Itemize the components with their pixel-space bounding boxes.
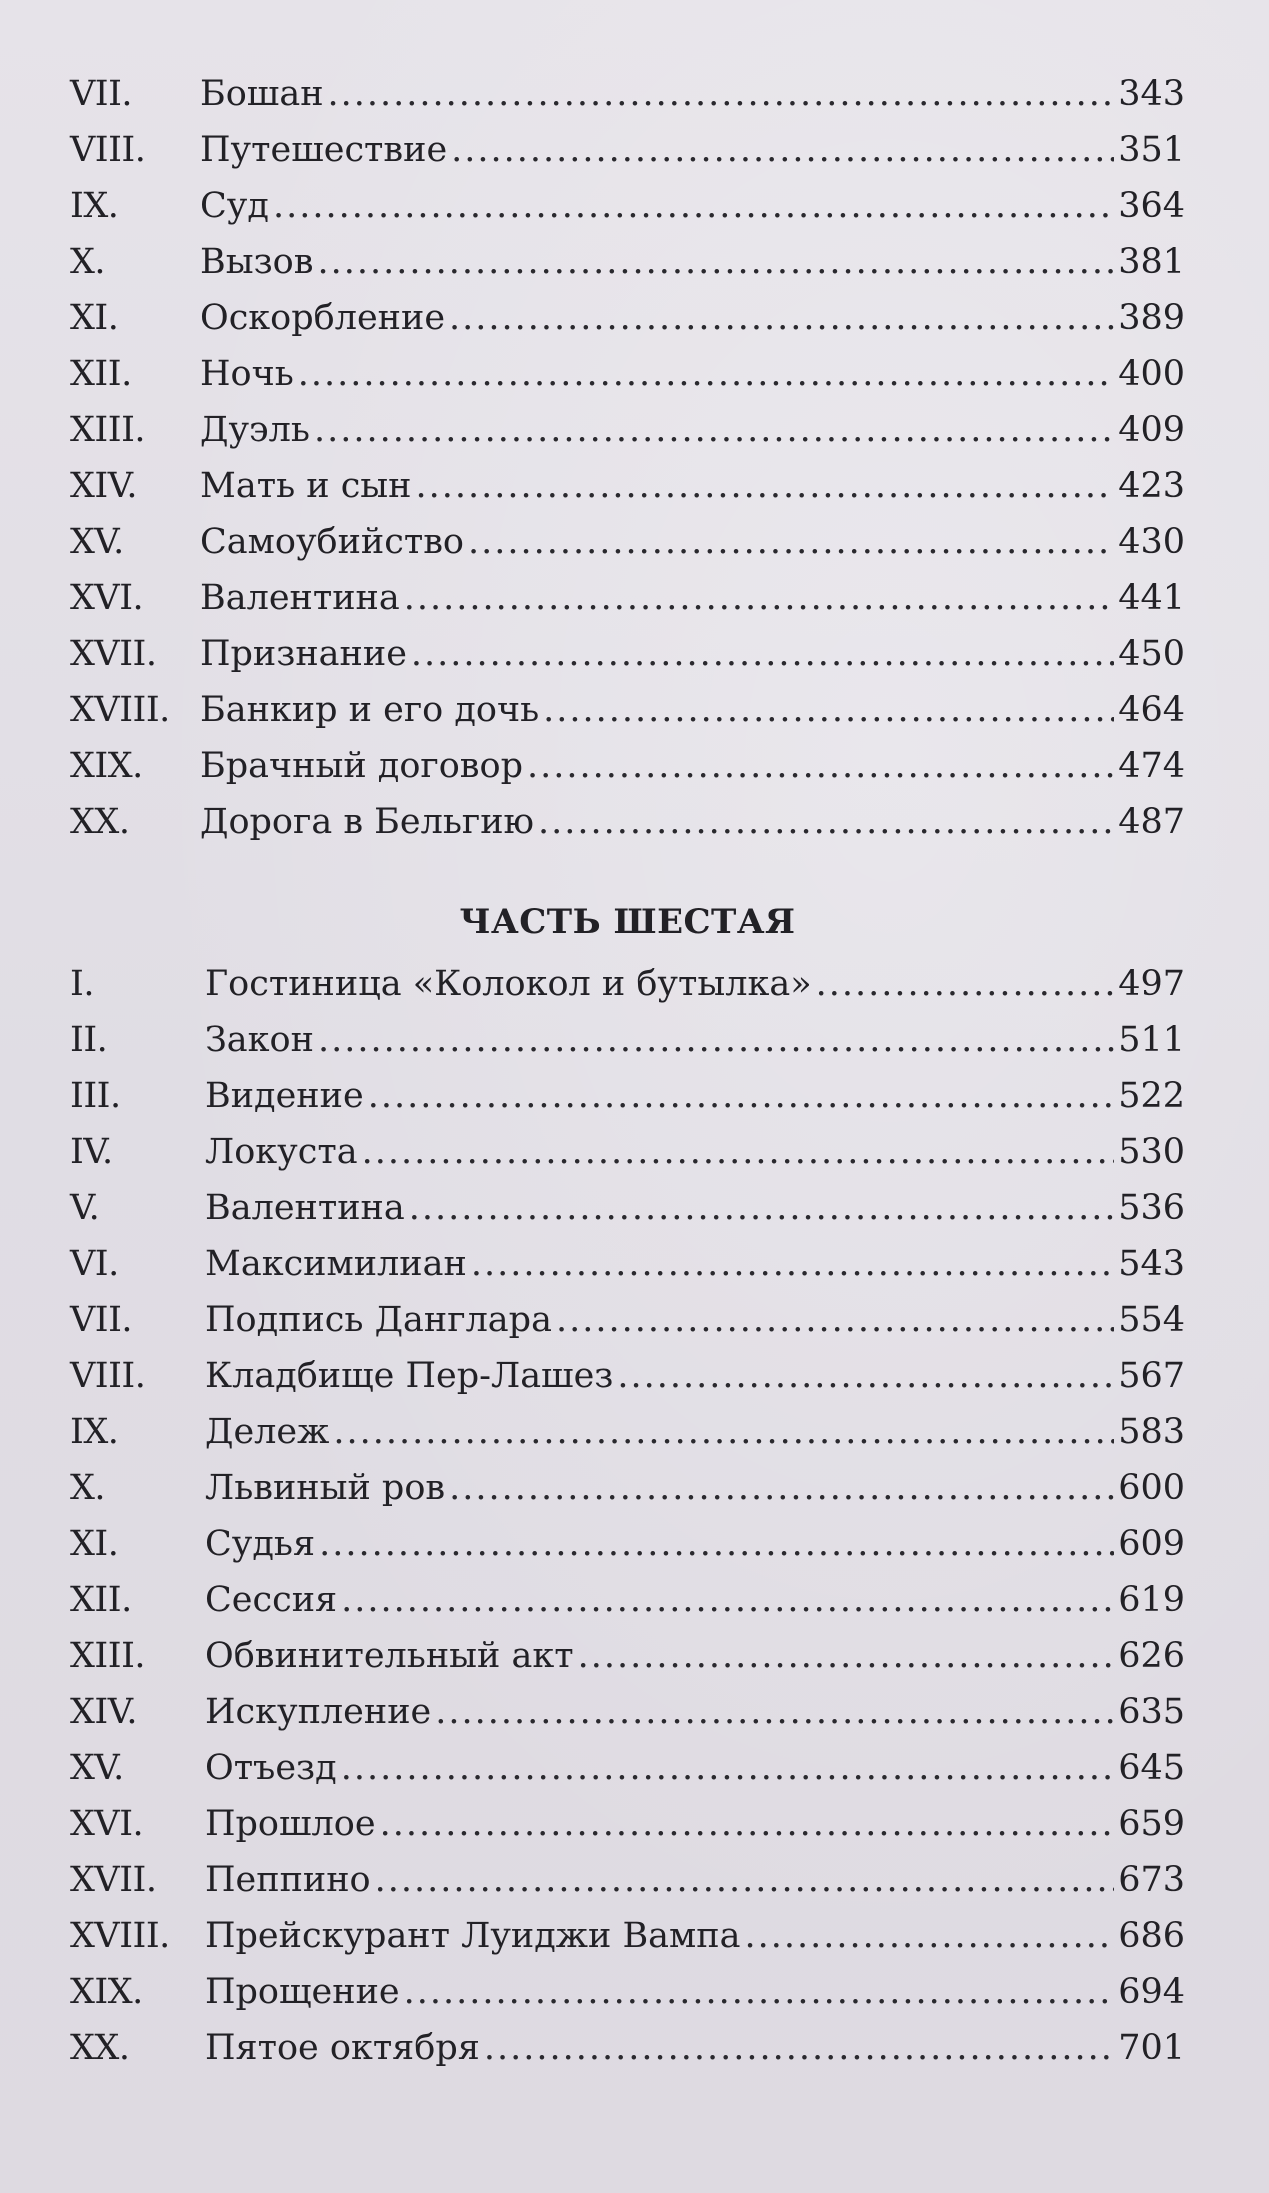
page-number: 381 (1118, 242, 1185, 282)
chapter-number: XIX. (70, 1972, 143, 2012)
dot-leader (484, 2026, 1114, 2070)
page-number: 450 (1118, 634, 1185, 674)
page-number: 659 (1118, 1804, 1185, 1844)
page-number: 511 (1118, 1020, 1185, 1060)
dot-leader (527, 744, 1114, 788)
chapter-number: XX. (70, 802, 130, 842)
chapter-title: Подпись Данглара (205, 1300, 552, 1340)
chapter-title: Дорога в Бельгию (200, 802, 535, 842)
chapter-number: XII. (70, 354, 132, 394)
chapter-number: XIV. (70, 1692, 138, 1732)
page-number: 389 (1118, 298, 1185, 338)
chapter-number: XI. (70, 298, 119, 338)
chapter-number: XIII. (70, 410, 146, 450)
dot-leader (411, 632, 1114, 676)
chapter-title: Брачный договор (200, 746, 523, 786)
dot-leader (314, 408, 1114, 452)
toc-entry (70, 1286, 1185, 1342)
page-number: 543 (1118, 1244, 1185, 1284)
dot-leader (404, 1970, 1115, 2014)
chapter-title: Искупление (205, 1692, 432, 1732)
dot-leader (543, 688, 1114, 732)
chapter-number: XVI. (70, 1804, 144, 1844)
page-number: 619 (1118, 1580, 1185, 1620)
chapter-number: XIV. (70, 466, 138, 506)
chapter-title: Бошан (200, 74, 324, 114)
toc-entry (70, 1006, 1185, 1062)
chapter-title: Путешествие (200, 130, 448, 170)
page-number: 487 (1118, 802, 1185, 842)
chapter-number: XV. (70, 522, 124, 562)
chapter-number: XIII. (70, 1636, 146, 1676)
dot-leader (362, 1130, 1115, 1174)
page-number: 497 (1118, 964, 1185, 1004)
chapter-title: Дуэль (200, 410, 310, 450)
chapter-title: Суд (200, 186, 269, 226)
toc-entry (70, 1902, 1185, 1958)
toc-entry (70, 676, 1185, 732)
page-number: 464 (1118, 690, 1185, 730)
dot-leader (471, 1242, 1114, 1286)
chapter-number: V. (70, 1188, 100, 1228)
chapter-number: X. (70, 242, 106, 282)
dot-leader (318, 1018, 1114, 1062)
chapter-title: Кладбище Пер-Лашез (205, 1356, 614, 1396)
chapter-title: Максимилиан (205, 1244, 467, 1284)
chapter-number: VIII. (70, 130, 146, 170)
dot-leader (375, 1858, 1115, 1902)
page-number: 686 (1118, 1916, 1185, 1956)
toc-entry (70, 1118, 1185, 1174)
toc-entry (70, 172, 1185, 228)
chapter-title: Валентина (205, 1188, 405, 1228)
toc-entry (70, 1454, 1185, 1510)
chapter-number: X. (70, 1468, 106, 1508)
chapter-title: Львиный ров (205, 1468, 446, 1508)
dot-leader (578, 1634, 1115, 1678)
page-number: 554 (1118, 1300, 1185, 1340)
dot-leader (816, 962, 1115, 1006)
chapter-number: XI. (70, 1524, 119, 1564)
page-number: 409 (1118, 410, 1185, 450)
chapter-title: Валентина (200, 578, 400, 618)
chapter-title: Прощение (205, 1972, 400, 2012)
chapter-number: XIX. (70, 746, 143, 786)
chapter-title: Закон (205, 1020, 314, 1060)
chapter-title: Судья (205, 1524, 316, 1564)
chapter-number: VIII. (70, 1356, 146, 1396)
toc-entry (70, 2014, 1185, 2070)
page-number: 645 (1118, 1748, 1185, 1788)
page-number: 567 (1118, 1356, 1185, 1396)
dot-leader (449, 1466, 1114, 1510)
page-number: 430 (1118, 522, 1185, 562)
toc-entry (70, 284, 1185, 340)
chapter-title: Отъезд (205, 1748, 337, 1788)
chapter-number: XVII. (70, 634, 157, 674)
page-number: 609 (1118, 1524, 1185, 1564)
dot-leader (404, 576, 1114, 620)
page-number: 441 (1118, 578, 1185, 618)
toc-entry (70, 620, 1185, 676)
toc-entry (70, 116, 1185, 172)
chapter-title: Самоубийство (200, 522, 465, 562)
dot-leader (319, 1522, 1114, 1566)
page-number: 635 (1118, 1692, 1185, 1732)
toc-entry (70, 564, 1185, 620)
chapter-title: Видение (205, 1076, 364, 1116)
chapter-title: Гостиница «Колокол и бутылка» (205, 964, 812, 1004)
dot-leader (435, 1690, 1114, 1734)
chapter-number: XII. (70, 1580, 132, 1620)
toc-entry (70, 788, 1185, 844)
chapter-number: I. (70, 964, 94, 1004)
chapter-number: VII. (70, 74, 133, 114)
toc-entry (70, 396, 1185, 452)
chapter-title: Вызов (200, 242, 314, 282)
toc-entry (70, 1062, 1185, 1118)
dot-leader (328, 72, 1115, 116)
chapter-title: Дележ (205, 1412, 330, 1452)
page-number: 522 (1118, 1076, 1185, 1116)
chapter-number: IX. (70, 1412, 119, 1452)
toc-entry (70, 1230, 1185, 1286)
chapter-title: Ночь (200, 354, 294, 394)
page-number: 530 (1118, 1132, 1185, 1172)
dot-leader (273, 184, 1114, 228)
toc-entry (70, 1342, 1185, 1398)
chapter-number: XVII. (70, 1860, 157, 1900)
dot-leader (416, 464, 1115, 508)
page-number: 364 (1118, 186, 1185, 226)
dot-leader (380, 1802, 1115, 1846)
chapter-number: XVIII. (70, 690, 170, 730)
page-number: 474 (1118, 746, 1185, 786)
toc-entry (70, 228, 1185, 284)
chapter-title: Оскорбление (200, 298, 446, 338)
dot-leader (298, 352, 1114, 396)
chapter-title: Пеппино (205, 1860, 371, 1900)
chapter-title: Пятое октября (205, 2028, 480, 2068)
dot-leader (341, 1746, 1115, 1790)
toc-entry (70, 1398, 1185, 1454)
dot-leader (317, 240, 1114, 284)
toc-entry (70, 732, 1185, 788)
toc-entry (70, 1510, 1185, 1566)
dot-leader (617, 1354, 1114, 1398)
page-number: 694 (1118, 1972, 1185, 2012)
chapter-title: Локуста (205, 1132, 358, 1172)
page-number: 423 (1118, 466, 1185, 506)
dot-leader (409, 1186, 1114, 1230)
chapter-number: XVI. (70, 578, 144, 618)
chapter-number: XV. (70, 1748, 124, 1788)
chapter-number: II. (70, 1020, 108, 1060)
dot-leader (449, 296, 1114, 340)
page-number: 673 (1118, 1860, 1185, 1900)
dot-leader (451, 128, 1114, 172)
toc-entry (70, 1566, 1185, 1622)
page-number: 343 (1118, 74, 1185, 114)
toc-entry (70, 508, 1185, 564)
toc-section-part-five (70, 60, 1185, 844)
dot-leader (556, 1298, 1114, 1342)
chapter-number: IV. (70, 1132, 113, 1172)
toc-entry (70, 1958, 1185, 2014)
chapter-number: IX. (70, 186, 119, 226)
page-number: 536 (1118, 1188, 1185, 1228)
dot-leader (468, 520, 1114, 564)
toc-entry (70, 1734, 1185, 1790)
dot-leader (333, 1410, 1114, 1454)
page-number: 400 (1118, 354, 1185, 394)
page-number: 600 (1118, 1468, 1185, 1508)
dot-leader (368, 1074, 1115, 1118)
toc-entry (70, 1622, 1185, 1678)
chapter-title: Прейскурант Луиджи Вампа (205, 1916, 741, 1956)
chapter-number: XX. (70, 2028, 130, 2068)
toc-entry (70, 1846, 1185, 1902)
toc-section-part-six (70, 950, 1185, 2070)
dot-leader (341, 1578, 1114, 1622)
chapter-title: Сессия (205, 1580, 338, 1620)
toc-entry (70, 452, 1185, 508)
chapter-number: III. (70, 1076, 121, 1116)
chapter-title: Банкир и его дочь (200, 690, 540, 730)
dot-leader (744, 1914, 1114, 1958)
chapter-number: VI. (70, 1244, 119, 1284)
chapter-title: Мать и сын (200, 466, 412, 506)
toc-entry (70, 340, 1185, 396)
page-number: 583 (1118, 1412, 1185, 1452)
chapter-title: Признание (200, 634, 407, 674)
toc-entry (70, 60, 1185, 116)
dot-leader (538, 800, 1114, 844)
chapter-title: Прошлое (205, 1804, 376, 1844)
toc-entry (70, 950, 1185, 1006)
page-number: 626 (1118, 1636, 1185, 1676)
page-number: 701 (1118, 2028, 1185, 2068)
toc-entry (70, 1174, 1185, 1230)
toc-entry (70, 1790, 1185, 1846)
chapter-number: XVIII. (70, 1916, 170, 1956)
part-heading: ЧАСТЬ ШЕСТАЯ (459, 902, 796, 942)
chapter-number: VII. (70, 1300, 133, 1340)
page-number: 351 (1118, 130, 1185, 170)
chapter-title: Обвинительный акт (205, 1636, 574, 1676)
toc-entry (70, 1678, 1185, 1734)
